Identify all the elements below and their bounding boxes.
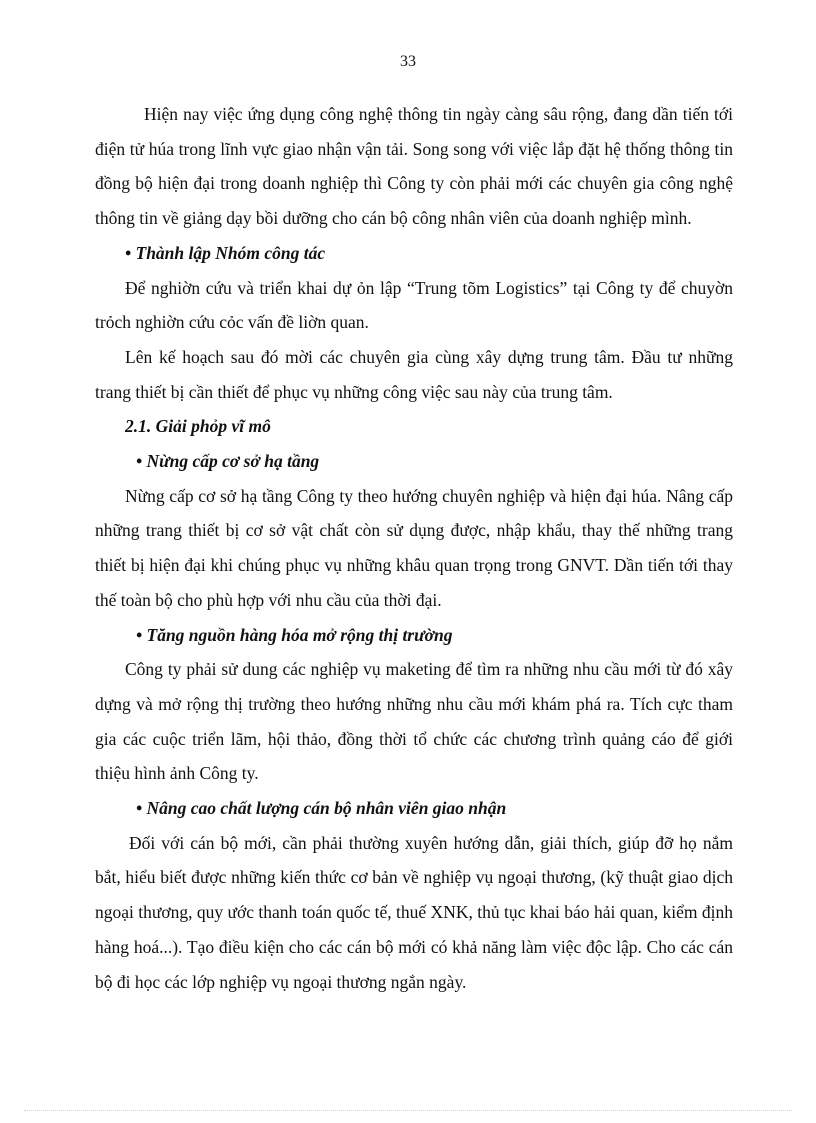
heading-infrastructure: • Nừng cấp cơ sở hạ tầng bbox=[136, 451, 320, 472]
paragraph-staff-training: Đối với cán bộ mới, cần phải thường xuyên hướng dẫn, giải thích, giúp đỡ họ nắm bắt, hiểu biết được những kiến thức cơ bản về nghiệp vụ ngoại thương, (kỹ thuật giao dịch ngoại thương, quy ước thanh toán quốc tế, thuế XNK, thủ tục khai báo hải quan, kiểm định hàng hoá...). Tạo điều kiện cho các cán bộ mới có khả năng làm việc độc lập. Cho các cán bộ đi học các lớp nghiệp vụ ngoại thương ngắn ngày. bbox=[95, 832, 733, 992]
footer-divider bbox=[24, 1110, 792, 1111]
heading-staff-quality: • Nâng cao chất lượng cán bộ nhân viên giao nhận bbox=[136, 798, 507, 819]
paragraph-plan-experts: Lên kế hoạch sau đó mời các chuyên gia cùng xây dựng trung tâm. Đầu tư những trang thiết bị cần thiết để phục vụ những công việc sau này của trung tâm. bbox=[95, 346, 733, 402]
heading-working-group: • Thành lập Nhóm công tác bbox=[125, 242, 326, 263]
paragraph-it-application: Hiện nay việc ứng dụng công nghệ thông tin ngày càng sâu rộng, đang dần tiến tới điện tử húa trong lĩnh vực giao nhận vận tải. Song song với việc lắp đặt hệ thống thông tin đồng bộ hiện đại trong doanh nghiệp thì Công ty còn phải mới các chuyên gia công nghệ thông tin về giảng dạy bồi dưỡng cho cán bộ công nhân viên của doanh nghiệp mình. bbox=[95, 104, 733, 229]
paragraph-logistics-center-research: Để nghiờn cứu và triển khai dự ỏn lập “Trung tõm Logistics” tại Công ty để chuyờn trỏch nghiờn cứu cỏc vấn đề liờn quan. bbox=[95, 277, 733, 333]
heading-market-expansion: • Tăng nguồn hàng hóa mở rộng thị trường bbox=[136, 624, 453, 645]
heading-macro-solutions: 2.1. Giải phỏp vĩ mô bbox=[125, 416, 271, 437]
paragraph-infrastructure: Nừng cấp cơ sở hạ tầng Công ty theo hướng chuyên nghiệp và hiện đại húa. Nâng cấp những trang thiết bị cơ sở vật chất còn sử dụng được, nhập khẩu, thay thế những trang thiết bị hiện đại khi chúng phục vụ những khâu quan trọng trong GNVT. Dần tiến tới thay thế toàn bộ cho phù hợp với nhu cầu của thời đại. bbox=[95, 485, 733, 610]
page-number: 33 bbox=[400, 53, 416, 70]
paragraph-marketing: Công ty phải sử dung các nghiệp vụ maketing để tìm ra những nhu cầu mới từ đó xây dựng và mở rộng thị trường theo hướng những nhu cầu mới khám phá ra. Tích cực tham gia các cuộc triển lãm, hội thảo, đồng thời tổ chức các chương trình quảng cáo để giới thiệu hình ảnh Công ty. bbox=[95, 659, 733, 784]
page-body bbox=[95, 97, 733, 999]
